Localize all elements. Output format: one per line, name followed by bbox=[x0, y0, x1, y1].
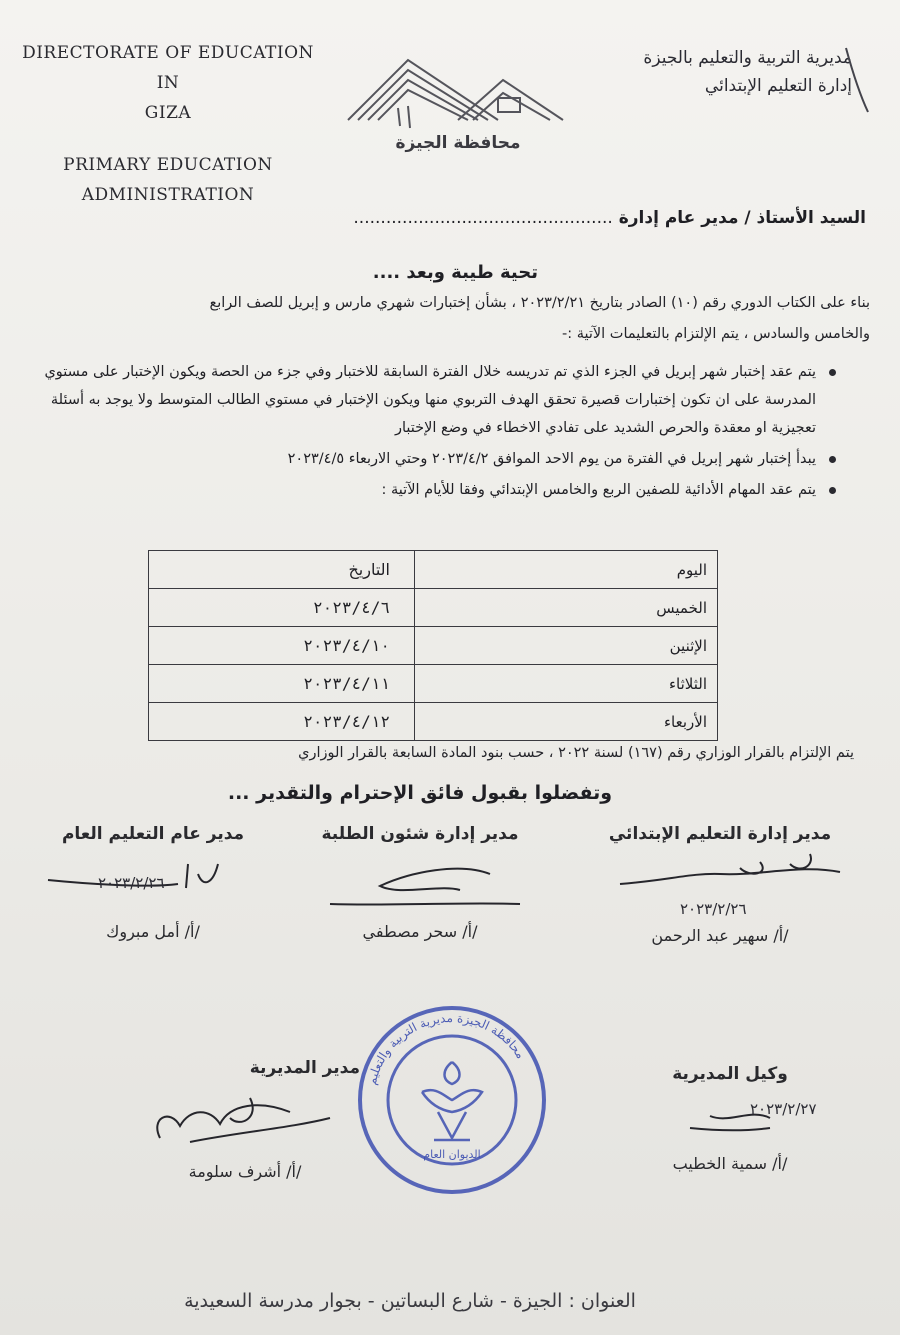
table-row bbox=[149, 589, 718, 627]
table-cell-date: ٢٠٢٣/٤/٦ bbox=[149, 589, 415, 627]
signature-name: /أ/ أمل مبروك bbox=[106, 922, 200, 941]
table-header-date: التاريخ bbox=[149, 551, 415, 589]
signature-block-director bbox=[130, 1058, 360, 1181]
signature-name: /أ/ سحر مصطفي bbox=[362, 922, 478, 941]
table-cell-date: ٢٠٢٣/٤/١١ bbox=[149, 665, 415, 703]
intro-line1: بناء على الكتاب الدوري رقم (١٠) الصادر بتاريخ ٢٠٢٣/٢/٢١ ، بشأن إختبارات شهري مارس و إبريل للصف الرابع bbox=[209, 295, 870, 311]
table-cell-day: الثلاثاء bbox=[415, 665, 718, 703]
addressee-label: السيد الأستاذ / مدير عام إدارة bbox=[618, 208, 866, 228]
table-row bbox=[149, 703, 718, 741]
logo-caption: محافظة الجيزة bbox=[395, 133, 521, 153]
signature-title: مدير إدارة التعليم الإبتدائي bbox=[608, 824, 832, 844]
signature-date: ٢٠٢٣/٢/٢٦ bbox=[98, 874, 165, 892]
pyramids-logo-icon bbox=[338, 48, 578, 158]
table-row bbox=[149, 627, 718, 665]
table-cell-date: ٢٠٢٣/٤/١٠ bbox=[149, 627, 415, 665]
stamp-bottom-text: الديوان العام bbox=[423, 1148, 481, 1161]
giza-governorate-logo bbox=[338, 48, 578, 158]
greeting: تحية طيبة وبعد .... bbox=[372, 262, 538, 283]
table-cell-day: الخميس bbox=[415, 589, 718, 627]
bullet-icon bbox=[829, 369, 836, 376]
decree-line: يتم الإلتزام بالقرار الوزاري رقم (١٦٧) لسنة ٢٠٢٢ ، حسب بنود المادة السابعة بالقرار الوزاري bbox=[298, 745, 854, 761]
english-header-line3: PRIMARY EDUCATION bbox=[63, 155, 273, 175]
signature-title: وكيل المديرية bbox=[672, 1064, 788, 1084]
table-cell-day: الأربعاء bbox=[415, 703, 718, 741]
instruction-item: يتم عقد المهام الأدائية للصفين الربع والخامس الإبتدائي وفقا للأيام الآتية : bbox=[38, 476, 816, 504]
table-cell-date: ٢٠٢٣/٤/١٢ bbox=[149, 703, 415, 741]
handwritten-signature-icon bbox=[560, 844, 880, 904]
signature-name: /أ/ سمية الخطيب bbox=[672, 1154, 788, 1173]
addressee-line bbox=[266, 208, 866, 228]
signature-block-student-affairs bbox=[290, 824, 550, 941]
instruction-item: يتم عقد إختبار شهر إبريل في الجزء الذي تم تدريسه خلال الفترة السابقة للاختبار وفي جزء من الحصة ويكون الإختبار على مستوي المدرسة على ان تكون إختبارات قصيرة تحقق الهدف التربوي منها ويكون الإختبار في مستوي الطالب المتوسط ولا يوجد به أسئلة تعجيزية او معقدة والحرص الشديد على تفادي الاخطاء في وضع الإختبار bbox=[38, 358, 816, 442]
arabic-header bbox=[572, 44, 852, 100]
signature-title: مدير إدارة شئون الطلبة bbox=[321, 824, 519, 844]
table-header-day: اليوم bbox=[415, 551, 718, 589]
english-header-line2: GIZA bbox=[144, 103, 192, 123]
instructions-list bbox=[38, 358, 838, 507]
table-row bbox=[149, 665, 718, 703]
footer-address: العنوان : الجيزة - شارع البساتين - بجوار مدرسة السعيدية bbox=[184, 1290, 636, 1312]
signature-title: مدير المديرية bbox=[249, 1058, 360, 1078]
signature-block-primary-director bbox=[560, 824, 880, 945]
official-stamp bbox=[352, 1000, 552, 1200]
header-pen-stroke bbox=[838, 40, 878, 120]
performance-tasks-table bbox=[148, 550, 718, 741]
signature-block-deputy bbox=[620, 1064, 840, 1173]
closing-line: وتفضلوا بقبول فائق الإحترام والتقدير ... bbox=[227, 782, 613, 804]
table-header-row bbox=[149, 551, 718, 589]
bullet-icon bbox=[829, 487, 836, 494]
signature-date: ٢٠٢٣/٢/٢٧ bbox=[750, 1100, 817, 1118]
signature-block-general-education bbox=[28, 824, 278, 941]
english-header-line1: DIRECTORATE OF EDUCATION IN bbox=[22, 43, 314, 93]
handwritten-signature-icon bbox=[130, 1078, 360, 1158]
signature-name: /أ/ سهير عبد الرحمن bbox=[651, 926, 789, 945]
arabic-header-line2: إدارة التعليم الإبتدائي bbox=[704, 76, 852, 96]
bullet-icon bbox=[829, 456, 836, 463]
instruction-item: يبدأ إختبار شهر إبريل في الفترة من يوم الاحد الموافق ٢٠٢٣/٤/٢ وحتي الاربعاء ٢٠٢٣/٤/٥ bbox=[38, 445, 816, 473]
addressee-dots: ................................................ bbox=[353, 208, 613, 228]
english-header bbox=[8, 38, 328, 210]
intro-paragraph bbox=[20, 288, 870, 350]
signature-date: ٢٠٢٣/٢/٢٦ bbox=[680, 900, 747, 918]
intro-line2: والخامس والسادس ، يتم الإلتزام بالتعليمات الآتية :- bbox=[561, 326, 870, 342]
stamp-ring-text: محافظة الجيزة مديرية التربية والتعليم bbox=[364, 1010, 528, 1087]
signature-name: /أ/ أشرف سلومة bbox=[188, 1162, 302, 1181]
eagle-seal-icon bbox=[352, 1000, 552, 1200]
arabic-header-line1: مديرية التربية والتعليم بالجيزة bbox=[643, 48, 852, 68]
handwritten-signature-icon bbox=[290, 844, 550, 914]
table-cell-day: الإثنين bbox=[415, 627, 718, 665]
english-header-line4: ADMINISTRATION bbox=[81, 185, 255, 205]
signature-title: مدير عام التعليم العام bbox=[61, 824, 245, 844]
